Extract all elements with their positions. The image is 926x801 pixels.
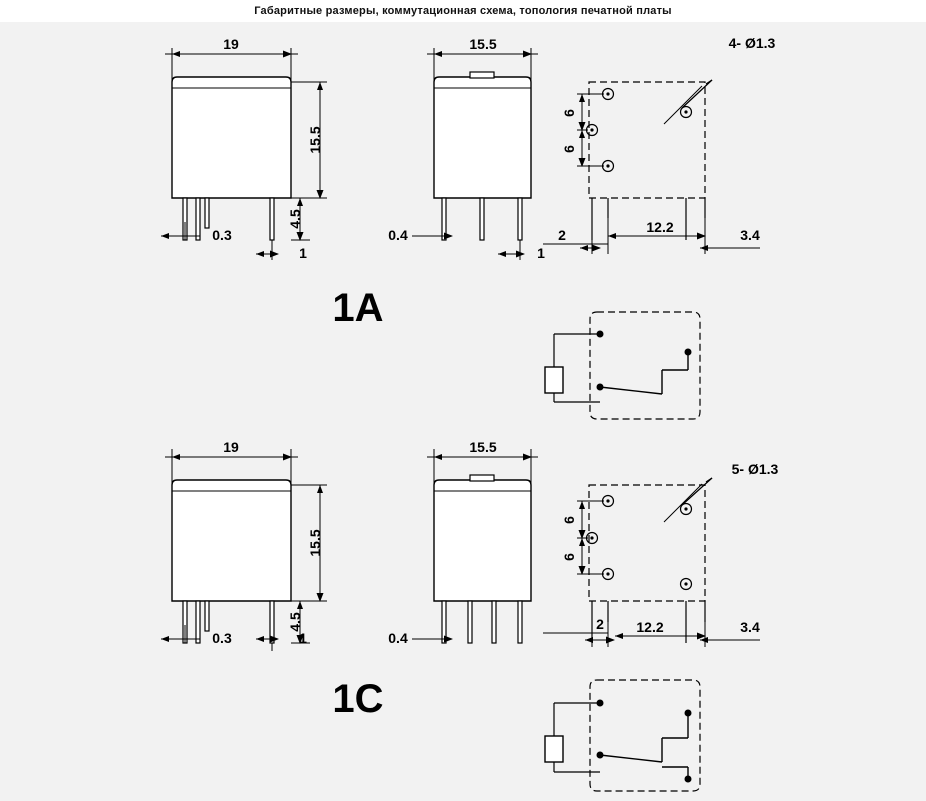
dim-v2: 6 (561, 145, 577, 153)
dim-pin-length: 4.5 (287, 209, 303, 229)
hole-note: 5- Ø1.3 (731, 461, 779, 477)
contact-type-label: 1A (332, 286, 384, 330)
dim-right: 3.4 (740, 619, 760, 635)
block-1a-schematic (545, 312, 700, 419)
dim-pin-thickness: 0.3 (212, 227, 232, 243)
dim-pin-thickness: 0.3 (212, 630, 232, 646)
dim-mid: 12.2 (636, 619, 664, 635)
contact-type-label: 1C (332, 677, 384, 721)
block-1c-side-view (388, 439, 538, 646)
dim-height: 15.5 (307, 126, 323, 154)
dim-height: 15.5 (307, 529, 323, 557)
dim-pin-thickness: 0.4 (388, 227, 408, 243)
dim-v1: 6 (561, 109, 577, 117)
page-title: Габаритные размеры, коммутационная схема, топология печатной платы (254, 5, 672, 17)
dim-mid: 12.2 (646, 219, 674, 235)
dim-pin-thickness-2: 1 (299, 245, 307, 261)
block-1a (161, 35, 776, 419)
dim-left: 2 (596, 616, 604, 632)
dim-v1: 6 (561, 516, 577, 524)
block-1a-side-view (388, 36, 545, 261)
block-1a-pcb-view (543, 35, 776, 254)
dim-width: 19 (223, 439, 239, 455)
dim-width: 15.5 (469, 36, 497, 52)
block-1c-schematic (545, 680, 700, 791)
dim-pin-thickness-2: 1 (537, 245, 545, 261)
block-1a-front-view (161, 36, 327, 261)
sheet-title-bar (0, 0, 926, 22)
dim-left: 2 (558, 227, 566, 243)
dim-right: 3.4 (740, 227, 760, 243)
block-1c (161, 439, 779, 791)
block-1c-pcb-view (543, 461, 779, 647)
dim-v2: 6 (561, 553, 577, 561)
block-1c-front-view (161, 439, 327, 651)
dim-pin-thickness: 0.4 (388, 630, 408, 646)
dim-width: 19 (223, 36, 239, 52)
technical-drawing (0, 22, 926, 801)
dim-width: 15.5 (469, 439, 497, 455)
drawing-canvas (0, 22, 926, 801)
dim-pin-length: 4.5 (287, 612, 303, 632)
hole-note: 4- Ø1.3 (728, 35, 776, 51)
dim-pin-thickness-2: 1 (299, 630, 307, 646)
